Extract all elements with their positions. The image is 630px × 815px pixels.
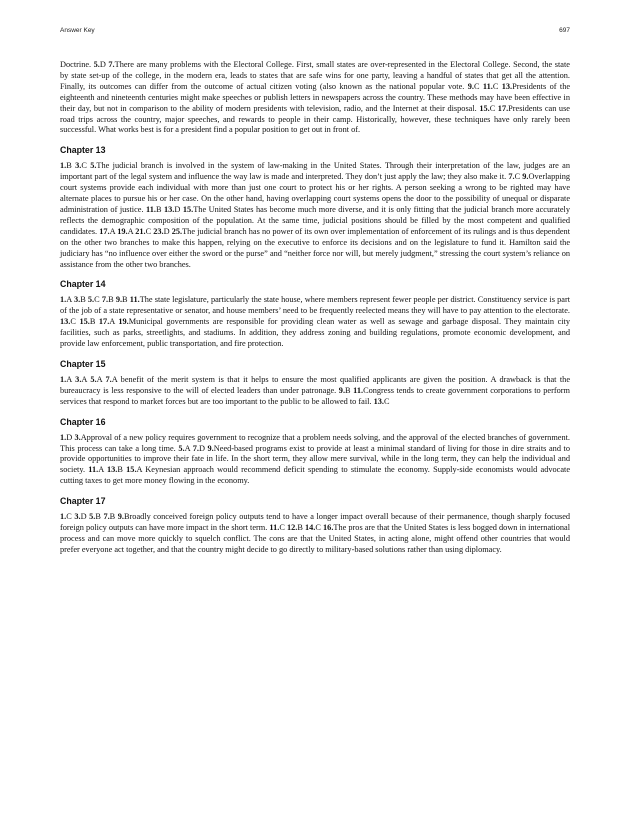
answer-text: D (163, 226, 172, 236)
answer-text: A (81, 374, 91, 384)
running-header (60, 27, 570, 34)
answer-text: D (80, 512, 90, 522)
answer-number: 5. (89, 512, 96, 522)
answer-text: C (94, 295, 102, 305)
answer-number: 15. (479, 103, 490, 113)
answer-text: D (99, 60, 109, 69)
answer-number: 5. (90, 161, 97, 171)
answer-text: D (174, 204, 183, 214)
answer-text: A (184, 443, 193, 453)
answer-text: A (66, 374, 76, 384)
answer-paragraph (60, 60, 570, 136)
answer-paragraph (60, 375, 570, 408)
answer-text: C (383, 396, 390, 406)
answer-text: B (122, 295, 130, 305)
answer-number: 9. (467, 81, 474, 91)
answer-number: 17. (98, 317, 110, 327)
answer-number: 17. (497, 103, 509, 113)
answer-text: C (81, 161, 91, 171)
chapter-heading: Chapter 16 (60, 416, 106, 427)
answer-text: B (108, 295, 116, 305)
answer-text: There are many problems with the Electoral College. First, small states are over-represented in the Electoral College. Second, the state by state set-up of the college, in the modern era, leads to states that are safe wins for one party, leaving a handful of states that get all the attention. Finally, its outcomes can differ from the outcome of actual citizen voting (also known as the national popular vote. (60, 60, 570, 91)
answer-number: 5. (178, 443, 185, 453)
answer-text: Congress tends to create government corporations to perform services that respond to market forces but are too important to the public to be allowed to fail. (60, 385, 570, 406)
answer-number: 17. (99, 226, 110, 236)
answer-number: 1. (60, 432, 67, 442)
answer-text: The judicial branch has no power of its own over implementation of enforcement of its rulings and is thus dependent on the other two branches to make this happen, relying on the executive to enforce its decisions and on the legislature to fund it. Hamilton said the judiciary has “no influence over either the sword or the purse” and “neither force nor will, but merely judgment,” stressing the court system’s reliance on assistance from the other two branches. (60, 226, 570, 269)
answer-number: 19. (118, 317, 129, 327)
answer-number: 9. (115, 295, 123, 305)
answer-number: 11. (482, 81, 493, 91)
answer-text: Approval of a new policy requires government to recognize that a problem needs solving, and the approval of the elected branches of government. This process can take a long time. (60, 432, 570, 453)
answer-number: 12. (286, 523, 298, 533)
answer-text: Overlapping court systems provide each individual with more than just one court to protect his or her rights. A person seeking a wrong to be righted may have alternate places to pursue his or her case. On the other hand, having overlapping court systems opens the door to the possibility of unequal or disparate administration of justice. (60, 172, 570, 214)
answer-text: B (89, 317, 99, 327)
chapter-heading: Chapter 15 (60, 358, 106, 369)
answer-number: 7. (101, 295, 109, 305)
answer-text: A (127, 226, 136, 236)
answer-number: 7. (105, 374, 112, 384)
answer-text: The pros are that the United States is less bogged down in international process and can move more quickly to squelch conflict. The cons are that the United States, in acting alone, might offend other countries that would prefer everyone act together, and that the country might decide to go directly to military-based solutions rather than using diplomacy. (60, 523, 571, 554)
answer-number: 1. (60, 295, 67, 305)
answer-text: Need-based programs exist to provide at least a minimal standard of living for those in dire straits and to provide opportunities to improve their fate in life. In the short term, they allow mere survival, while in the long term, they can help the individual and society. (60, 443, 571, 475)
answer-number: 11. (129, 295, 140, 305)
answer-text: C (492, 81, 502, 91)
answer-text: B (297, 523, 305, 533)
answer-paragraph (60, 433, 570, 488)
answer-number: 3. (75, 161, 82, 171)
answer-number: 9. (338, 385, 346, 395)
chapter-heading: Chapter 17 (60, 496, 106, 507)
answer-text: B (345, 385, 354, 395)
answer-text: Municipal governments are responsible for providing clean water as well as sewage and garbage disposal. They maintain city facilities, such as parks, streetlights, and stadiums. In addition, they address zoning and building regulations, promote economic development, and provide law enforcement, public transportation, and fire protection. (60, 317, 571, 349)
answer-text: B (109, 512, 118, 522)
answer-text: C (489, 103, 498, 113)
answer-text: B (66, 161, 76, 171)
answer-text: D (198, 443, 208, 453)
answer-text: C (145, 226, 154, 236)
answer-number: 7. (192, 443, 199, 453)
answer-text: The judicial branch is involved in the system of law-making in the United States. Through their interpretation of the law, judges are an important part of the legal system and influence the way law is made and interpreted. They don’t just apply the law; they also make it. (60, 161, 571, 182)
answer-text: A (98, 465, 107, 475)
answer-text: C (473, 81, 483, 91)
answer-number: 3. (75, 374, 82, 384)
answer-text: C (514, 172, 523, 182)
answer-paragraph (60, 295, 570, 350)
answer-text: B (80, 295, 88, 305)
answer-number: 11. (269, 523, 280, 533)
answer-text: The United States has become much more diverse, and it is only fitting that the judicial branch more accurately reflects the demographic composition of the population. At the same time, judicial positions should be filled by the most competent and qualified candidates. (60, 204, 571, 236)
answer-number: 13. (106, 465, 118, 475)
header-title: Answer Key (60, 27, 95, 34)
answer-number: 15. (126, 465, 137, 475)
answer-text: The state legislature, particularly the state house, where members represent fewer people per district. Constituency service is part of the job of a state representative or senator, and house members’ need to be frequently reelected means they will have to pay attention to the electorate. (60, 295, 571, 316)
answer-number: 15. (182, 204, 194, 214)
answer-number: 1. (60, 374, 67, 384)
chapter-heading: Chapter 14 (60, 279, 106, 290)
chapter-heading: Chapter 13 (60, 145, 106, 156)
answer-number: 13. (501, 81, 513, 91)
answer-text: Broadly conceived foreign policy outputs tend to have a longer impact overall because of their permanence, though sharply focused foreign policy outputs can have more impact in the short term. (60, 512, 571, 533)
answer-number: 13. (373, 396, 384, 406)
answer-text: A benefit of the merit system is that it helps to ensure the most qualified applicants are given the position. A drawback is that the bureaucracy is less responsive to the will of elected leaders than under patronage. (60, 374, 571, 395)
answer-text: A (109, 226, 118, 236)
answer-text: Doctrine. (60, 60, 94, 69)
answer-number: 19. (117, 226, 128, 236)
page-number: 697 (559, 27, 570, 34)
answer-number: 9. (207, 443, 214, 453)
answer-number: 3. (74, 432, 81, 442)
answer-number: 1. (60, 161, 67, 171)
answer-number: 15. (79, 317, 90, 327)
answer-text: B (117, 465, 127, 475)
answer-number: 3. (73, 295, 81, 305)
answer-number: 11. (353, 385, 364, 395)
answer-paragraph (60, 512, 570, 556)
answer-text: C (279, 523, 287, 533)
answer-number: 13. (60, 317, 71, 327)
answer-key-content (60, 60, 570, 565)
answer-text: Presidents can use road trips across the country, major speeches, and rewards to people in their camp. Historically, however, these techniques have only rarely been successful. What works best is for a president find a popular position to get out in front of. (60, 103, 570, 135)
answer-number: 11. (88, 465, 99, 475)
answer-number: 23. (153, 226, 164, 236)
answer-text: C (70, 317, 80, 327)
answer-text: C (315, 523, 324, 533)
answer-number: 3. (74, 512, 81, 522)
answer-text: Presidents of the eighteenth and nineteenth centuries might make speeches or publish letters in newspapers across the country. These methods may have been effective in their day, but not in comparison to the ability of modern presidents with television, radio, and the Internet at their disposal. (60, 81, 571, 113)
answer-text: A (66, 295, 74, 305)
answer-number: 21. (135, 226, 146, 236)
answer-text: A (96, 374, 106, 384)
answer-number: 13. (164, 204, 175, 214)
answer-number: 11. (146, 204, 156, 214)
answer-number: 5. (90, 374, 97, 384)
answer-number: 9. (522, 172, 529, 182)
answer-number: 7. (103, 512, 110, 522)
answer-number: 9. (117, 512, 124, 522)
answer-number: 25. (171, 226, 183, 236)
answer-text: A Keynesian approach would recommend deficit spending to stimulate the economy. Supply-side economists would advocate cutting taxes to get more money flowing in the economy. (60, 465, 571, 486)
answer-number: 16. (323, 523, 334, 533)
answer-number: 14. (305, 523, 316, 533)
answer-text: B (95, 512, 104, 522)
answer-text: D (66, 432, 75, 442)
answer-text: A (109, 317, 119, 327)
answer-text: B (155, 204, 164, 214)
answer-number: 7. (108, 60, 115, 69)
answer-paragraph (60, 161, 570, 270)
answer-number: 7. (508, 172, 515, 182)
answer-number: 1. (60, 512, 67, 522)
answer-number: 5. (87, 295, 95, 305)
answer-text: C (66, 512, 75, 522)
answer-number: 5. (93, 60, 100, 69)
